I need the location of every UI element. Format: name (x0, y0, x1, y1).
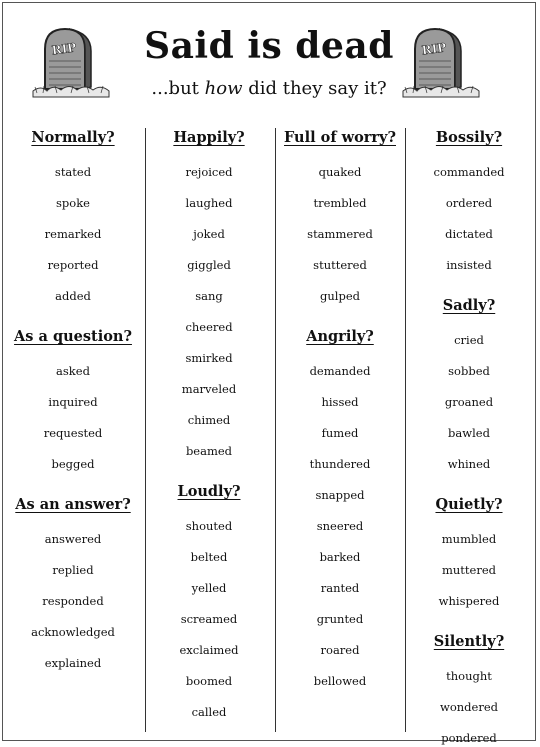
synonym-word: yelled (191, 581, 227, 595)
poster (2, 2, 536, 745)
synonym-word: muttered (441, 563, 497, 577)
synonym-word: boomed (185, 674, 233, 688)
synonym-word: sobbed (448, 364, 490, 378)
subtitle-lead: ...but (151, 78, 205, 99)
synonym-word: bawled (448, 426, 490, 440)
synonym-word: mumbled (441, 532, 497, 546)
synonym-word: ordered (445, 196, 493, 210)
synonym-word: bellowed (313, 674, 367, 688)
synonym-word: groaned (444, 395, 494, 409)
synonym-word: asked (56, 364, 90, 378)
synonym-word: sang (195, 289, 223, 303)
synonym-word: wondered (439, 700, 499, 714)
synonym-word: stammered (307, 227, 373, 241)
synonym-word: belted (190, 550, 228, 564)
page-title: Said is dead (144, 25, 394, 67)
synonym-word: added (55, 289, 91, 303)
column-divider (405, 128, 406, 732)
synonym-word: acknowledged (31, 625, 115, 639)
synonym-word: smirked (185, 351, 233, 365)
synonym-word: thought (446, 669, 492, 683)
header (3, 3, 535, 121)
synonym-word: requested (43, 426, 103, 440)
synonym-word: whined (447, 457, 491, 471)
synonym-word: responded (42, 594, 104, 608)
synonym-word: giggled (187, 258, 231, 272)
tombstone-icon (401, 21, 481, 101)
synonym-word: insisted (446, 258, 492, 272)
synonym-word: stated (54, 165, 92, 179)
synonym-word: dictated (445, 227, 493, 241)
synonym-word: exclaimed (179, 643, 239, 657)
synonym-word: stuttered (313, 258, 367, 272)
synonym-word: grunted (316, 612, 364, 626)
synonym-word: whispered (438, 594, 500, 608)
synonym-word: explained (44, 656, 102, 670)
synonym-word: reported (47, 258, 99, 272)
synonym-word: quaked (318, 165, 362, 179)
synonym-word: roared (320, 643, 360, 657)
synonym-word: cheered (185, 320, 233, 334)
synonym-word: gulped (320, 289, 360, 303)
synonym-word: hissed (321, 395, 359, 409)
synonym-word: spoke (56, 196, 90, 210)
synonym-word: beamed (185, 444, 233, 458)
column-divider (275, 128, 276, 732)
synonym-word: chimed (187, 413, 231, 427)
synonym-word: rejoiced (185, 165, 233, 179)
section-heading: Angrily? (306, 328, 374, 345)
section-heading: Quietly? (435, 496, 503, 513)
section-heading: Happily? (173, 129, 245, 146)
synonym-word: sneered (316, 519, 364, 533)
tombstone-text: RIP (420, 40, 448, 58)
synonym-word: ranted (320, 581, 360, 595)
section-heading: Normally? (31, 129, 115, 146)
synonym-word: snapped (315, 488, 365, 502)
synonym-word: answered (44, 532, 102, 546)
section-heading: As a question? (14, 328, 132, 345)
synonym-word: laughed (185, 196, 233, 210)
synonym-word: trembled (313, 196, 367, 210)
synonym-word: inquired (48, 395, 98, 409)
synonym-word: demanded (309, 364, 371, 378)
section-heading: Bossily? (435, 129, 503, 146)
synonym-word: cried (454, 333, 484, 347)
subtitle-emphasis: how (204, 78, 243, 99)
synonym-word: thundered (309, 457, 371, 471)
column-divider (145, 128, 146, 732)
section-heading: As an answer? (15, 496, 131, 513)
synonym-word: commanded (433, 165, 505, 179)
synonym-word: screamed (180, 612, 238, 626)
synonym-word: joked (193, 227, 225, 241)
tombstone-text: RIP (50, 40, 78, 58)
subtitle-tail: did they say it? (242, 78, 387, 99)
synonym-word: barked (319, 550, 361, 564)
synonym-word: fumed (321, 426, 359, 440)
synonym-word: shouted (185, 519, 233, 533)
synonym-word: pondered (441, 731, 497, 745)
synonym-word: called (191, 705, 227, 719)
synonym-word: replied (52, 563, 94, 577)
section-heading: Sadly? (442, 297, 496, 314)
section-heading: Silently? (433, 633, 505, 650)
synonym-word: marveled (181, 382, 237, 396)
section-heading: Full of worry? (284, 129, 396, 146)
synonym-word: begged (51, 457, 95, 471)
section-heading: Loudly? (177, 483, 241, 500)
synonym-word: remarked (44, 227, 102, 241)
